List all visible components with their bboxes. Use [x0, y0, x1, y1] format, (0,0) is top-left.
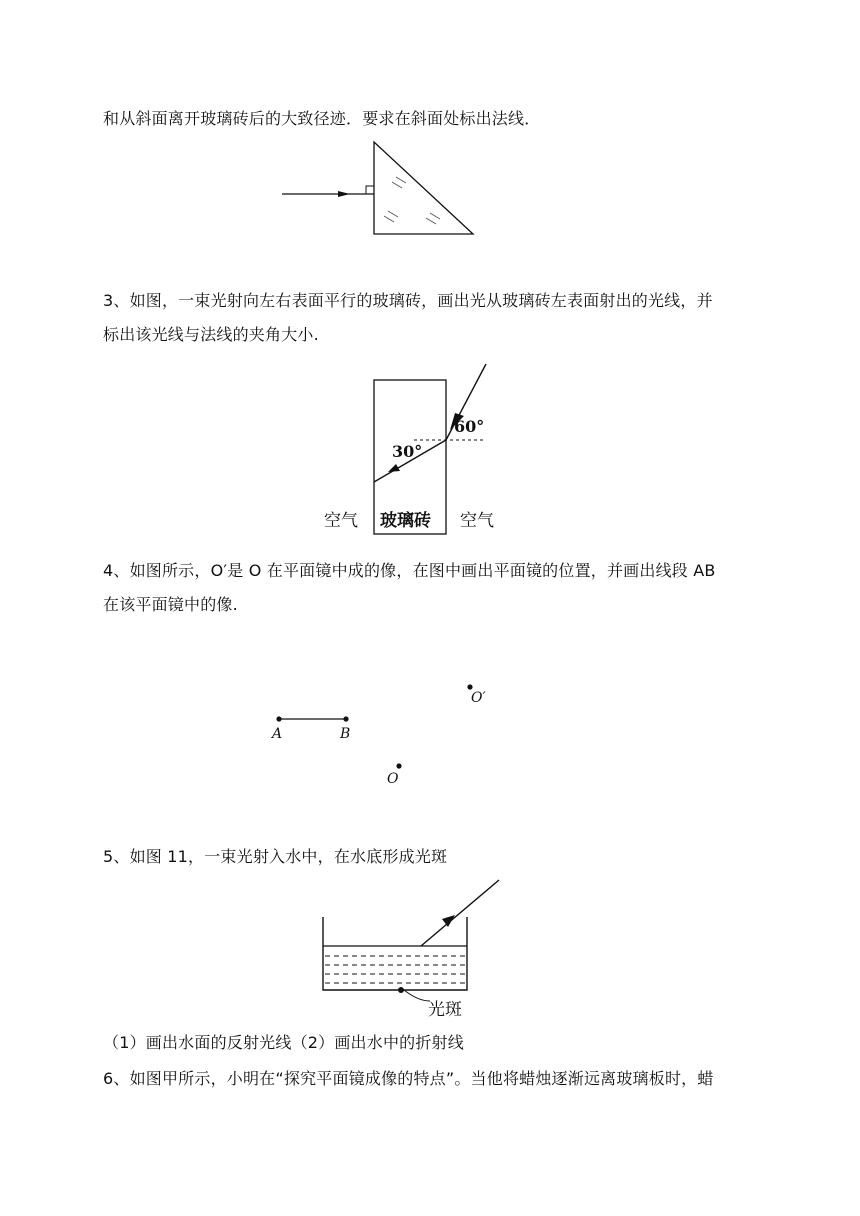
point-o — [396, 763, 401, 768]
incident-ray — [421, 880, 499, 946]
q5-text-line1: 5、如图 11，一束光射入水中，在水底形成光斑 — [103, 847, 448, 866]
refracted-arrow — [388, 464, 400, 472]
q4-text-line2: 在该平面镜中的像. — [103, 595, 238, 614]
spot-leader — [404, 990, 430, 1001]
water-figure — [310, 875, 520, 1025]
glass-hatch — [384, 177, 440, 224]
angle-30-label: 30° — [392, 442, 423, 461]
point-a-label: A — [272, 726, 283, 742]
prism-triangle — [374, 142, 473, 234]
q3-text-line2: 标出该光线与法线的夹角大小. — [103, 325, 319, 344]
glass-block-figure — [300, 360, 520, 540]
light-spot-label: 光斑 — [428, 1000, 462, 1020]
q5-subquestions: （1）画出水面的反射光线（2）画出水中的折射线 — [103, 1033, 464, 1052]
q6-text-line1: 6、如图甲所示，小明在“探究平面镜成像的特点”。当他将蜡烛逐渐远离玻璃板时，蜡 — [103, 1069, 714, 1088]
point-o-image — [467, 684, 472, 689]
point-a — [276, 716, 281, 721]
point-b — [343, 716, 348, 721]
incident-arrow — [442, 915, 455, 927]
prism-figure — [270, 135, 490, 245]
point-b-label: B — [340, 726, 351, 742]
air-left-label: 空气 — [324, 511, 358, 531]
q4-text-line1: 4、如图所示，O′是 O 在平面镜中成的像，在图中画出平面镜的位置，并画出线段 AB — [103, 561, 716, 580]
point-o-image-label: O′ — [471, 690, 486, 706]
mirror-figure — [250, 670, 510, 790]
container — [323, 917, 467, 990]
q3-text-line1: 3、如图，一束光射向左右表面平行的玻璃砖，画出光从玻璃砖左表面射出的光线，并 — [103, 291, 713, 310]
light-spot — [398, 987, 404, 993]
right-angle-mark — [366, 186, 374, 194]
angle-60-label: 60° — [454, 417, 485, 436]
ray-arrow — [338, 191, 350, 197]
point-o-label: O — [387, 771, 399, 787]
air-right-label: 空气 — [460, 511, 494, 531]
glass-label: 玻璃砖 — [380, 511, 431, 531]
water-lines — [325, 956, 465, 983]
q2-text: 和从斜面离开玻璃砖后的大致径迹．要求在斜面处标出法线． — [103, 109, 541, 128]
